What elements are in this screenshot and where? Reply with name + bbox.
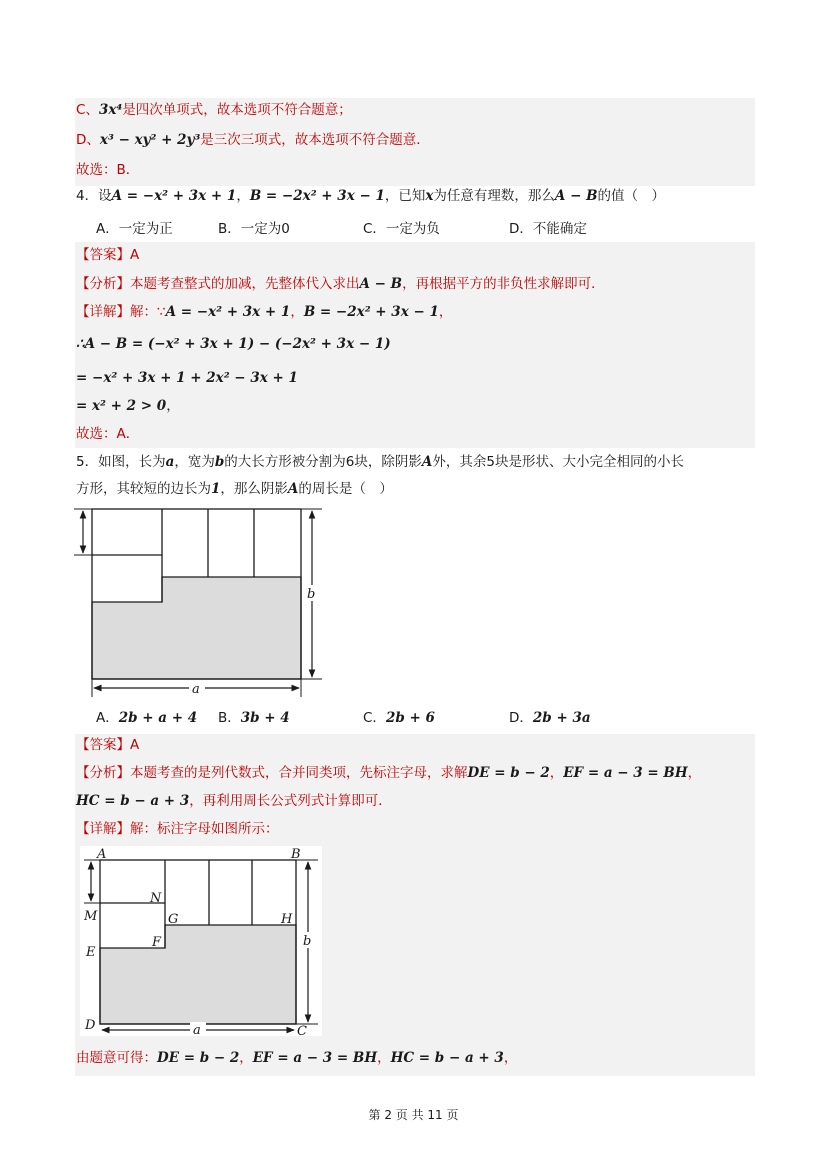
fig2-label-A: A <box>97 847 107 862</box>
fig2-label-G: G <box>168 912 179 927</box>
q4-conclusion: 故选：A． <box>76 426 140 442</box>
q5-detail: 【详解】解：标注字母如图所示： <box>76 821 279 837</box>
q5-option-d: D．2b + 3a <box>509 710 591 726</box>
prev-option-c-line: C、3x⁴是四次单项式，故本选项不符合题意； <box>76 102 352 118</box>
fig2-label-E: E <box>86 945 96 960</box>
q5-option-c: C．2b + 6 <box>363 710 435 726</box>
q5-stem-line-1: 5．如图，长为a，宽为b的大长方形被分割为6块，除阴影A外，其余5块是形状、大小完全相同的小长 <box>76 454 684 470</box>
q4-analysis: 【分析】本题考查整式的加减，先整体代入求出A − B，再根据平方的非负性求解即可． <box>76 276 605 292</box>
q4-option-c: C．一定为负 <box>363 221 440 237</box>
q5-stem-line-2: 方形，其较短的边长为1，那么阴影A的周长是（ ） <box>76 481 393 497</box>
fig2-label-C: C <box>297 1024 307 1036</box>
fig2-label-M: M <box>84 909 98 924</box>
fig2-label-B: B <box>291 847 301 862</box>
page-footer: 第 2 页 共 11 页 <box>368 1108 459 1122</box>
fig1-label-b: b <box>307 587 316 602</box>
fig1-label-a: a <box>192 682 200 697</box>
q5-answer: 【答案】A <box>76 737 140 753</box>
q4-step-2: = −x² + 3x + 1 + 2x² − 3x + 1 <box>76 370 298 386</box>
prev-option-d-line: D、x³ − xy² + 2y³是三次三项式，故本选项不符合题意． <box>76 132 430 148</box>
q5-figure <box>70 505 330 701</box>
q4-option-d: D．不能确定 <box>509 221 587 237</box>
q4-option-b: B．一定为0 <box>218 221 290 237</box>
prev-conclusion: 故选：B． <box>76 162 140 178</box>
q4-detail: 【详解】解：∵A = −x² + 3x + 1，B = −2x² + 3x − 1， <box>76 304 453 320</box>
q5-option-b: B．3b + 4 <box>218 710 290 726</box>
q5-analysis-line-2: HC = b − a + 3，再利用周长公式列式计算即可． <box>76 793 392 809</box>
q4-step-1: ∴A − B = (−x² + 3x + 1) − (−2x² + 3x − 1) <box>76 336 391 352</box>
fig2-label-H: H <box>281 912 293 927</box>
q5-analysis-line-1: 【分析】本题考查的是列代数式，合并同类项，先标注字母，求解DE = b − 2，EF = a − 3 = BH， <box>76 765 702 781</box>
q4-option-a: A．一定为正 <box>96 221 173 237</box>
fig2-label-F: F <box>152 935 162 950</box>
q4-stem: 4．设A = −x² + 3x + 1，B = −2x² + 3x − 1，已知x为任意有理数，那么A − B的值（ ） <box>76 188 666 204</box>
q4-step-3: = x² + 2 > 0， <box>76 398 180 414</box>
fig2-label-b: b <box>303 934 312 949</box>
q5-option-a: A．2b + a + 4 <box>96 710 198 726</box>
fig2-label-D: D <box>85 1018 96 1033</box>
q5-result: 由题意可得：DE = b − 2，EF = a − 3 = BH，HC = b − a + 3， <box>76 1050 518 1066</box>
fig2-label-a: a <box>193 1023 201 1036</box>
fig2-label-N: N <box>150 891 162 906</box>
q4-answer: 【答案】A <box>76 247 140 263</box>
q5-labelled-figure <box>80 846 322 1036</box>
